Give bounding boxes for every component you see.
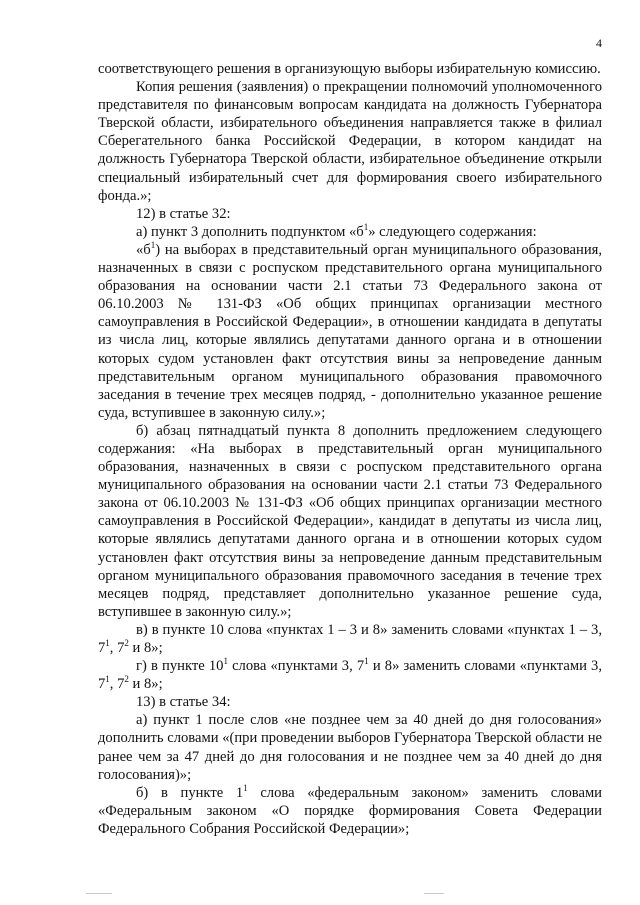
- paragraph: «$б^1$) на выборах в представительный орган муниципального образования, назначенных в связи с роспуском представительного органа муниципального образования на основании части 2.1 статьи 73 Федерального закона от 06.10.2003 № 131-ФЗ «Об общих принципах организации местного самоуправления в Российской Федерации», в отношении кандидата в депутаты из числа лиц, которые являлись депутатами данного органа и в отношении которых судом установлен факт отсутствия вины за непроведение данным представительным органом муниципального образования правомочного заседания в течение трех месяцев подряд, - дополнительно указанное решение суда, вступившее в законную силу.»;: [98, 239, 602, 421]
- scan-edge-mark: [424, 893, 444, 894]
- paragraph: б) абзац пятнадцатый пункта 8 дополнить предложением следующего содержания: «На выборах в представительный орган муниципального образования, назначенных в связи с роспуском представительного органа муниципального образования на основании части 2.1 статьи 73 Федерального закона от 06.10.2003 № 131-ФЗ «Об общих принципах организации местного самоуправления в Российской Федерации», кандидат в депутаты из числа лиц, которые являлись депутатами данного органа и в отношении которых судом установлен факт отсутствия вины за непроведение данным представительным органом муниципального образования правомочного заседания в течение трех месяцев подряд, представляет дополнительно указанное решение суда, вступившее в законную силу.»;: [98, 422, 602, 620]
- page-number: 4: [596, 36, 602, 50]
- paragraph: б) в пункте $1^1$ слова «федеральным законом» заменить словами «Федеральным законом «О порядке формирования Совета Федерации Федерального Собрания Российской Федерации»;: [98, 782, 602, 837]
- paragraph: 13) в статье 34:: [136, 694, 231, 711]
- paragraph: соответствующего решения в организующую выборы избирательную комиссию.: [98, 61, 601, 77]
- paragraph: в) в пункте 10 слова «пунктах 1 – 3 и 8» заменить словами «пунктах 1 – 3, $7^1$, $7^2$ и 8»;: [98, 621, 602, 656]
- paragraph: 12) в статье 32:: [136, 205, 231, 222]
- paragraph: Копия решения (заявления) о прекращении полномочий уполномоченного представителя по финансовым вопросам кандидата на должность Губернатора Тверской области, избирательного объединения направляется также в филиал Сберегательного банка Российской Федерации, в котором кандидат на должность Губернатора Тверской области, избирательное объединение открыли специальный избирательный счет для формирования своего избирательного фонда.»;: [98, 79, 602, 204]
- paragraph: а) пункт 3 дополнить подпунктом «$б^1$» следующего содержания:: [136, 221, 537, 240]
- scan-edge-mark: [86, 893, 112, 894]
- paragraph: а) пункт 1 после слов «не позднее чем за 40 дней до дня голосования» дополнить словами «(при проведении выборов Губернатора Тверской области не ранее чем за 47 дней до дня голосования и не позднее чем за 40 дней до дня голосования)»;: [98, 712, 602, 783]
- paragraph: г) в пункте $10^1$ слова «пунктами 3, $7^1$ и 8» заменить словами «пунктами 3, $7^1$, $7^2$ и 8»;: [98, 656, 602, 693]
- document-body: [98, 60, 602, 838]
